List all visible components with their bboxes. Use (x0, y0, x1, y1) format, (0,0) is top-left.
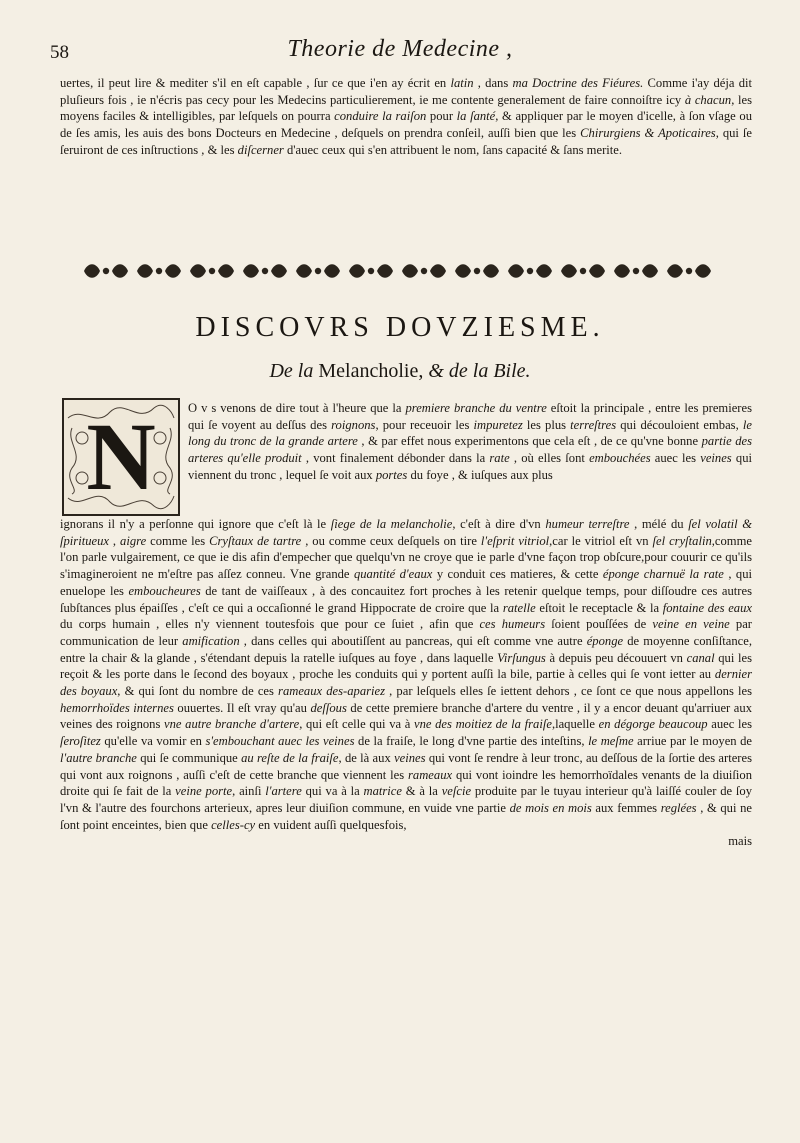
text-run: ,comme l'on parle vulgairement, ce que ie dis afin d'empecher que quelqu'vn ne croye que ie parle d'vne façon trop obſcure,pour couurir ce qu'ils s'imagineroient ne m'eſtre pas aſſez conneu. Vne grande (60, 533, 752, 582)
text-run: , vont finalement débonder dans la (301, 451, 490, 466)
decorative-ornament-band (80, 260, 716, 282)
opening-paragraph (188, 400, 752, 484)
text-run: , dans celles qui aboutiſſent au pancreas, qui eſt comme vne autre (239, 633, 587, 648)
text-run: les plus (522, 417, 571, 432)
text-run: par communication de leur (60, 617, 752, 648)
text-run: , & appliquer par le moyen d'icelle, à ſon vſage ou de ſes amis, les auis des bons Docteurs en Medecine , deſquels on prendra conſeil, auſſi bien que les (60, 109, 752, 141)
text-run: qui viennent du tronc , lequel ſe voit aux (188, 451, 752, 482)
text-run: , ou comme ceux deſquels on tire (301, 533, 481, 548)
text-run: à depuis peu découuert vn (545, 650, 687, 665)
italic-run: l'autre branche (60, 750, 137, 765)
italic-run: aigre (120, 533, 147, 548)
subtitle-main: Melancholie, (318, 360, 424, 382)
italic-run: hemorrhoïdes internes (60, 700, 174, 715)
italic-run: éponge (586, 633, 624, 648)
italic-run: au reſte de la fraiſe (241, 750, 339, 765)
text-run: de cette premiere branche d'artere du ventre , il y a encor deuant qu'arriuer aux veines des roignons (60, 700, 752, 732)
main-paragraph-text (60, 517, 752, 832)
text-run: de moyenne conſiſtance, entre la chair & la glande , s'étendant depuis la ratelle iuſques au foye , dans laquelle (60, 633, 753, 665)
italic-run: ces humeurs (479, 617, 546, 632)
italic-run: reglées (660, 800, 697, 815)
italic-run: impuretez (473, 417, 523, 432)
italic-run: portes (375, 467, 408, 482)
text-run: , pour receuoir les (375, 417, 474, 432)
section-subtitle (0, 360, 800, 383)
text-run: qu'elle va vomir en (100, 734, 206, 749)
italic-run: humeur terreſtre (545, 517, 630, 531)
italic-run: premiere branche du ventre (405, 401, 547, 415)
italic-run: partie des arteres qu'elle produit (188, 434, 752, 466)
text-run: de tant de vaiſſeaux , à des concauitez fort proches à les retenir quelque temps, pour diſſoudre ces autres ſubſtances plus épaiſſes , c'eſt ce qui a occaſionné le grand Hippocrate de croire que la (60, 583, 752, 615)
text-run: , où elles ſont (509, 451, 590, 466)
italic-run: veſcie (441, 784, 472, 799)
italic-run: Cryſtaux de tartre (209, 533, 302, 548)
italic-run: quantité d'eaux (353, 567, 433, 582)
text-run: ouuertes. Il eſt vray qu'au (173, 700, 311, 715)
text-run: pour (426, 109, 457, 124)
running-head (68, 36, 732, 66)
italic-run: veines (700, 451, 732, 466)
catchword: mais (728, 834, 752, 849)
italic-run: canal (686, 650, 715, 665)
text-run: ,car le vitriol eſt vn (549, 533, 653, 548)
text-run: arriue par le moyen de (633, 734, 753, 749)
italic-run: terreſtres (570, 417, 617, 432)
italic-run: rameaux (408, 767, 453, 782)
text-run: , les moyens faciles & intelligibles, par leſquels on pourra (60, 92, 752, 124)
decorated-initial (62, 398, 180, 516)
italic-run: fontaine des eaux (662, 600, 752, 615)
text-run: qui va à la (301, 784, 364, 799)
italic-run: rate (489, 451, 510, 466)
italic-run: ratelle (502, 600, 536, 615)
italic-run: Chirurgiens & Apoticaires (580, 126, 716, 141)
text-run: ſoient pouſſées de (545, 617, 653, 632)
italic-run: ſel volatil & ſpiritueux (60, 517, 752, 548)
text-run: de la fraiſe, le long d'vne partie des inteſtins, (354, 734, 589, 749)
italic-run: ſel cryſtalin (652, 533, 712, 548)
italic-run: amification (182, 633, 240, 648)
text-run: aux femmes (591, 800, 661, 815)
text-run: Comme i'ay déja dit pluſieurs fois , ie n'écris pas cecy pour les Medecins particulierement, ie me contente generalement de faire connoiſtre icy (60, 76, 752, 107)
italic-run: deſſous (310, 700, 347, 715)
italic-run: celles-cy (211, 817, 256, 832)
italic-run: vne des moitiez de la fraiſe (414, 717, 552, 732)
italic-run: conduire la raiſon (334, 109, 427, 124)
text-run: O v s venons de dire tout à l'heure que la (188, 401, 406, 415)
subtitle-post: & de la Bile. (428, 360, 531, 382)
text-run: , dans (473, 76, 513, 90)
italic-run: emboucheures (128, 583, 201, 598)
text-run: eſtoit la principale , entre les premieres qui ſe voyent au deſſus des (188, 401, 752, 432)
italic-run: dernier des boyaux (60, 667, 752, 699)
top-paragraph (60, 75, 752, 159)
text-run: , & par effet nous experimentons que cela eſt , de ce qu'vne bonne (357, 434, 702, 449)
text-run: ignorans il n'y a perſonne qui ignore que c'eſt là le (60, 517, 331, 531)
text-run: du corps humain , elles n'y viennent toutesfois que pour ce ſuiet , afin que (60, 617, 480, 632)
italic-run: veine en veine (652, 617, 730, 632)
text-run: qui découloient embas, (616, 417, 743, 432)
main-paragraph (60, 516, 752, 850)
text-run: , mélé du (629, 517, 689, 531)
text-run: , qui ſe ſeruiront de ces inſtructions , & les (60, 126, 752, 157)
text-run: , & qui ne ſont point enceintes, bien que (60, 800, 752, 832)
italic-run: le long du tronc de la grande artere (188, 417, 752, 449)
text-run: , qui enuelope les (60, 567, 752, 598)
italic-run: éponge charnuë la rate (602, 567, 724, 582)
text-run: , qui eſt celle qui va à (299, 717, 414, 732)
text-run: qui ſe communique (136, 750, 242, 765)
page-number: 58 (50, 42, 69, 63)
italic-run: Virſungus (497, 650, 546, 665)
italic-run: rameaux des-apariez (278, 684, 386, 699)
subtitle-pre: De la (269, 360, 314, 382)
text-run: , par leſquels elles ſe iettent dehors , ce ſont ce que nous appellons les (385, 684, 752, 699)
text-run: , & qui ſont du nombre de ces (117, 684, 279, 699)
text-run: produite par le tuyau interieur qu'à laiſſé couler de ſoy l'vn & l'autre des fourchons arterieux, apres leur diuiſion commune, en vuide vne partie (60, 784, 753, 815)
italic-run: le meſme (588, 734, 634, 749)
italic-run: veine porte (175, 784, 233, 799)
italic-run: l'eſprit vitriol (480, 533, 550, 548)
text-run: qui vont ioindre les hemorrhoïdales venants de la diuiſion droite qui ſe fait de la (60, 767, 752, 799)
running-head-title: Theorie de Medecine , (287, 36, 513, 62)
text-run: eſtoit le receptacle & la (535, 600, 663, 615)
text-run: comme les (146, 533, 210, 548)
italic-run: la ſanté (456, 109, 496, 124)
text-run: & à la (402, 784, 442, 799)
italic-run: ſiege de la melancholie (330, 517, 453, 531)
italic-run: matrice (363, 784, 402, 799)
italic-run: en dégorge beaucoup (598, 717, 708, 732)
italic-run: à chacun (684, 92, 732, 107)
text-run: , ainſi (232, 784, 266, 799)
text-run: auec les (707, 717, 752, 732)
text-run: uertes, il peut lire & mediter s'il en eſt capable , ſur ce que i'en ay écrit en (60, 76, 451, 90)
text-run: qui vont ſe rendre à leur tronc, au deſſous de la ſortie des arteres qui vont aux roignons , auſſi c'eſt de cette branche que viennent les (60, 750, 752, 782)
text-run: auec les (650, 451, 701, 466)
italic-run: s'embouchant auec les veines (205, 734, 355, 749)
initial-letter: N (86, 403, 156, 510)
text-run: en vuident auſſi quelquesfois, (255, 817, 407, 832)
text-run: qui les reçoit & les porte dans le ſecond des boyaux , proche les conduits qui y portent auſſi la bile, partie à celles qui ſe vont ietter au (60, 650, 752, 682)
italic-run: embouchées (589, 451, 651, 466)
text-run: d'auec ceux qui s'en attribuent le nom, ſans capacité & ſans merite. (283, 142, 622, 157)
section-title: DISCOVRS DOVZIESME. (195, 312, 605, 343)
italic-run: diſcerner (237, 142, 284, 157)
text-run: y conduit ces matieres, & cette (432, 567, 603, 582)
text-run: , de là aux (338, 750, 395, 765)
italic-run: latin (450, 76, 474, 90)
italic-run: ſeroſitez (60, 734, 101, 749)
text-run: ,laquelle (551, 717, 599, 732)
italic-run: vne autre branche d'artere (164, 717, 300, 732)
text-run: , (108, 533, 121, 548)
text-run: , c'eſt à dire d'vn (452, 517, 546, 531)
italic-run: ma Doctrine des Fiéures. (512, 76, 644, 90)
italic-run: de mois en mois (509, 800, 592, 815)
italic-run: veines (394, 750, 426, 765)
italic-run: l'artere (265, 784, 302, 799)
text-run: du foye , & iuſques aux plus (407, 467, 553, 482)
italic-run: roignons (331, 417, 376, 432)
